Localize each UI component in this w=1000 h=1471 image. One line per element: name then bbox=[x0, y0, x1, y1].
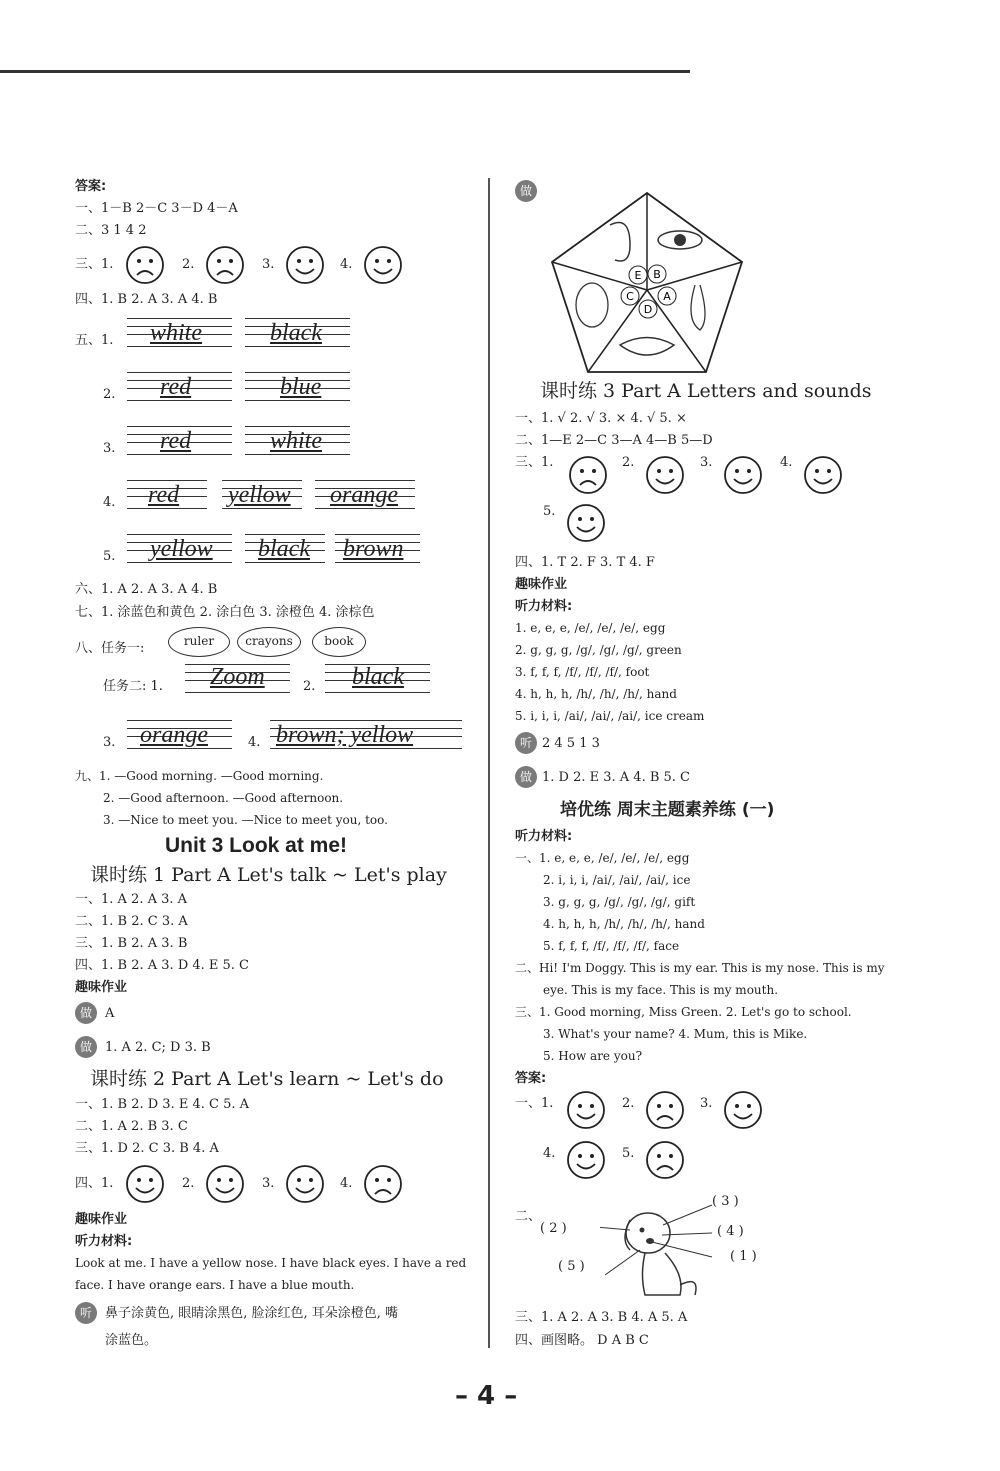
answer-line-9c: 3. —Nice to meet you. —Nice to meet you, too. bbox=[103, 813, 388, 827]
lesson-2-heading: 课时练 2 Part A Let's learn ~ Let's do bbox=[90, 1068, 444, 1090]
q5-label: 五、1. bbox=[75, 333, 114, 348]
happy-face-icon bbox=[285, 245, 325, 285]
q5-num4: 4. bbox=[103, 495, 116, 510]
happy-face-icon bbox=[566, 503, 606, 543]
dog-label: ( 5 ) bbox=[558, 1259, 585, 1274]
lesson-2-q4-num4: 4. bbox=[340, 1176, 353, 1191]
weekend-practice-heading: 培优练 周末主题素养练 (一) bbox=[560, 800, 775, 820]
task2-num2: 2. bbox=[303, 679, 316, 694]
answer-line-6: 六、1. A 2. A 3. A 4. B bbox=[75, 582, 218, 597]
listening-text: 一、1. e, e, e, /e/, /e/, /e/, egg bbox=[515, 851, 690, 865]
face-q2: 2. bbox=[622, 1096, 635, 1111]
q5-num3: 3. bbox=[103, 441, 116, 456]
q3-num3: 3. bbox=[700, 455, 713, 470]
handwritten-answer: red bbox=[160, 374, 192, 400]
do-badge-icon: 做 bbox=[75, 1002, 97, 1024]
sound-line: 1. e, e, e, /e/, /e/, /e/, egg bbox=[515, 621, 666, 635]
handwritten-answer: Zoom bbox=[210, 664, 265, 690]
page-number: – 4 – bbox=[455, 1381, 518, 1411]
column-divider bbox=[488, 178, 490, 1348]
do-answer: 1. A 2. C; D 3. B bbox=[105, 1040, 211, 1055]
happy-face-icon bbox=[566, 1090, 606, 1130]
listening-text: eye. This is my face. This is my mouth. bbox=[543, 983, 779, 997]
listening-text: Look at me. I have a yellow nose. I have black eyes. I have a red bbox=[75, 1256, 467, 1270]
dog-label: ( 2 ) bbox=[540, 1221, 567, 1236]
listen-answer: 涂蓝色。 bbox=[105, 1333, 158, 1348]
listening-text: 2. i, i, i, /ai/, /ai/, /ai/, ice bbox=[543, 873, 691, 887]
lesson-3-heading: 课时练 3 Part A Letters and sounds bbox=[540, 380, 872, 402]
happy-face-icon bbox=[205, 1164, 245, 1204]
answer-line-1: 一、1－B 2－C 3－D 4－A bbox=[75, 201, 238, 216]
handwritten-answer: white bbox=[150, 320, 202, 346]
sad-face-icon bbox=[363, 1164, 403, 1204]
handwritten-answer: orange bbox=[140, 722, 208, 748]
listen-badge-icon: 听 bbox=[75, 1302, 97, 1324]
q3-label: 三、1. bbox=[75, 257, 114, 272]
answers-label: 答案: bbox=[515, 1071, 547, 1086]
listening-text: 4. h, h, h, /h/, /h/, /h/, hand bbox=[543, 917, 705, 931]
handwritten-answer: blue bbox=[280, 374, 322, 400]
answer-line: 三、1. A 2. A 3. B 4. A 5. A bbox=[515, 1310, 688, 1325]
happy-face-icon bbox=[566, 1140, 606, 1180]
face-q1: 一、1. bbox=[515, 1096, 554, 1111]
handwritten-answer: yellow bbox=[150, 536, 213, 562]
lesson-3-line: 一、1. √ 2. √ 3. × 4. √ 5. × bbox=[515, 411, 687, 426]
dog-label: ( 1 ) bbox=[730, 1249, 757, 1264]
handwritten-answer: black bbox=[352, 664, 404, 690]
oval-word: book bbox=[312, 627, 366, 657]
handwritten-answer: brown; yellow bbox=[276, 722, 414, 748]
lesson-2-q4-num3: 3. bbox=[262, 1176, 275, 1191]
face-q3: 3. bbox=[700, 1096, 713, 1111]
lesson-3-line: 四、1. T 2. F 3. T 4. F bbox=[515, 555, 655, 570]
listening-text: 二、Hi! I'm Doggy. This is my ear. This is my nose. This is my bbox=[515, 961, 885, 975]
happy-face-icon bbox=[285, 1164, 325, 1204]
handwritten-answer: black bbox=[270, 320, 322, 346]
dog-question-label: 二、 bbox=[515, 1209, 542, 1224]
lesson-1-heading: 课时练 1 Part A Let's talk ~ Let's play bbox=[90, 864, 447, 886]
lesson-1-line: 一、1. A 2. A 3. A bbox=[75, 892, 188, 907]
fun-homework-label: 趣味作业 bbox=[75, 1212, 128, 1227]
task1-label: 八、任务一: bbox=[75, 641, 145, 656]
q3-num2: 2. bbox=[622, 455, 635, 470]
lesson-2-line: 三、1. D 2. C 3. B 4. A bbox=[75, 1141, 219, 1156]
lesson-3-line: 二、1—E 2—C 3—A 4—B 5—D bbox=[515, 433, 713, 448]
answer-line-4: 四、1. B 2. A 3. A 4. B bbox=[75, 292, 218, 307]
face-q4: 4. bbox=[543, 1146, 556, 1161]
lesson-1-line: 二、1. B 2. C 3. A bbox=[75, 914, 188, 929]
q3-num4: 4. bbox=[780, 455, 793, 470]
oval-word: ruler bbox=[168, 627, 230, 657]
pentagon-face-diagram bbox=[550, 190, 745, 375]
task2-num4: 4. bbox=[248, 735, 261, 750]
do-answer: A bbox=[105, 1006, 115, 1021]
listen-answer: 鼻子涂黄色, 眼睛涂黑色, 脸涂红色, 耳朵涂橙色, 嘴 bbox=[105, 1306, 399, 1321]
lesson-1-line: 四、1. B 2. A 3. D 4. E 5. C bbox=[75, 958, 250, 973]
answer-line-9a: 九、1. —Good morning. —Good morning. bbox=[75, 769, 324, 783]
handwritten-answer: brown bbox=[343, 536, 404, 562]
q3-num4: 4. bbox=[340, 257, 353, 272]
diagram-letter: A bbox=[663, 290, 671, 303]
listen-badge-icon: 听 bbox=[515, 732, 537, 754]
task2-label: 任务二: 1. bbox=[103, 679, 163, 694]
lesson-2-line: 一、1. B 2. D 3. E 4. C 5. A bbox=[75, 1097, 250, 1112]
face-q5: 5. bbox=[622, 1146, 635, 1161]
sound-line: 2. g, g, g, /g/, /g/, /g/, green bbox=[515, 643, 682, 657]
do-badge-icon: 做 bbox=[515, 180, 537, 202]
task2-num3: 3. bbox=[103, 735, 116, 750]
happy-face-icon bbox=[723, 455, 763, 495]
handwritten-answer: white bbox=[270, 428, 322, 454]
sad-face-icon bbox=[125, 245, 165, 285]
happy-face-icon bbox=[363, 245, 403, 285]
fun-homework-label: 趣味作业 bbox=[515, 577, 568, 592]
do-badge-icon: 做 bbox=[75, 1036, 97, 1058]
lesson-1-line: 三、1. B 2. A 3. B bbox=[75, 936, 188, 951]
handwritten-answer: orange bbox=[330, 482, 398, 508]
q3-num2: 2. bbox=[182, 257, 195, 272]
q5-num2: 2. bbox=[103, 387, 116, 402]
listening-text: face. I have orange ears. I have a blue mouth. bbox=[75, 1278, 355, 1292]
happy-face-icon bbox=[723, 1090, 763, 1130]
listening-text: 3. g, g, g, /g/, /g/, /g/, gift bbox=[543, 895, 696, 909]
handwritten-answer: yellow bbox=[228, 482, 291, 508]
sound-line: 5. i, i, i, /ai/, /ai/, /ai/, ice cream bbox=[515, 709, 705, 723]
lesson-2-q4-num2: 2. bbox=[182, 1176, 195, 1191]
lesson-2-line: 二、1. A 2. B 3. C bbox=[75, 1119, 188, 1134]
unit-title: Unit 3 Look at me! bbox=[165, 834, 348, 857]
oval-word: crayons bbox=[237, 627, 301, 657]
answer-line-9b: 2. —Good afternoon. —Good afternoon. bbox=[103, 791, 344, 805]
sad-face-icon bbox=[645, 1090, 685, 1130]
answer-line-2: 二、3 1 4 2 bbox=[75, 223, 147, 238]
listening-text: 3. What's your name? 4. Mum, this is Mike. bbox=[543, 1027, 808, 1041]
listening-text: 5. How are you? bbox=[543, 1049, 643, 1063]
listening-text: 5. f, f, f, /f/, /f/, /f/, face bbox=[543, 939, 680, 953]
sad-face-icon bbox=[568, 455, 608, 495]
q3-num3: 3. bbox=[262, 257, 275, 272]
handwritten-answer: red bbox=[148, 482, 180, 508]
diagram-letter: D bbox=[643, 303, 653, 316]
top-rule bbox=[0, 70, 690, 73]
sound-line: 4. h, h, h, /h/, /h/, /h/, hand bbox=[515, 687, 677, 701]
answers-label: 答案: bbox=[75, 179, 107, 194]
handwritten-answer: red bbox=[160, 428, 192, 454]
sad-face-icon bbox=[205, 245, 245, 285]
fun-homework-label: 趣味作业 bbox=[75, 980, 128, 995]
diagram-letter: E bbox=[634, 269, 642, 282]
answer-line: 四、画图略。 D A B C bbox=[515, 1333, 649, 1348]
dog-drawing bbox=[600, 1195, 720, 1305]
diagram-letter: B bbox=[653, 268, 661, 281]
handwritten-answer: black bbox=[258, 536, 310, 562]
answer-line-7: 七、1. 涂蓝色和黄色 2. 涂白色 3. 涂橙色 4. 涂棕色 bbox=[75, 605, 375, 620]
happy-face-icon bbox=[645, 455, 685, 495]
lesson-2-q4: 四、1. bbox=[75, 1176, 114, 1191]
q3-num5: 5. bbox=[543, 504, 556, 519]
happy-face-icon bbox=[125, 1164, 165, 1204]
listening-label: 听力材料: bbox=[515, 829, 573, 844]
sad-face-icon bbox=[645, 1140, 685, 1180]
listening-text: 三、1. Good morning, Miss Green. 2. Let's go to school. bbox=[515, 1005, 852, 1019]
sound-line: 3. f, f, f, /f/, /f/, /f/, foot bbox=[515, 665, 650, 679]
dog-label: ( 3 ) bbox=[712, 1194, 739, 1209]
listening-label: 听力材料: bbox=[515, 599, 573, 614]
do-answer: 1. D 2. E 3. A 4. B 5. C bbox=[542, 770, 691, 785]
dog-label: ( 4 ) bbox=[717, 1224, 744, 1239]
do-badge-icon: 做 bbox=[515, 766, 537, 788]
diagram-letter: C bbox=[626, 290, 634, 303]
q5-num5: 5. bbox=[103, 549, 116, 564]
happy-face-icon bbox=[803, 455, 843, 495]
listening-label: 听力材料: bbox=[75, 1234, 133, 1249]
lesson-3-q3: 三、1. bbox=[515, 455, 554, 470]
listen-answer: 2 4 5 1 3 bbox=[542, 736, 600, 751]
